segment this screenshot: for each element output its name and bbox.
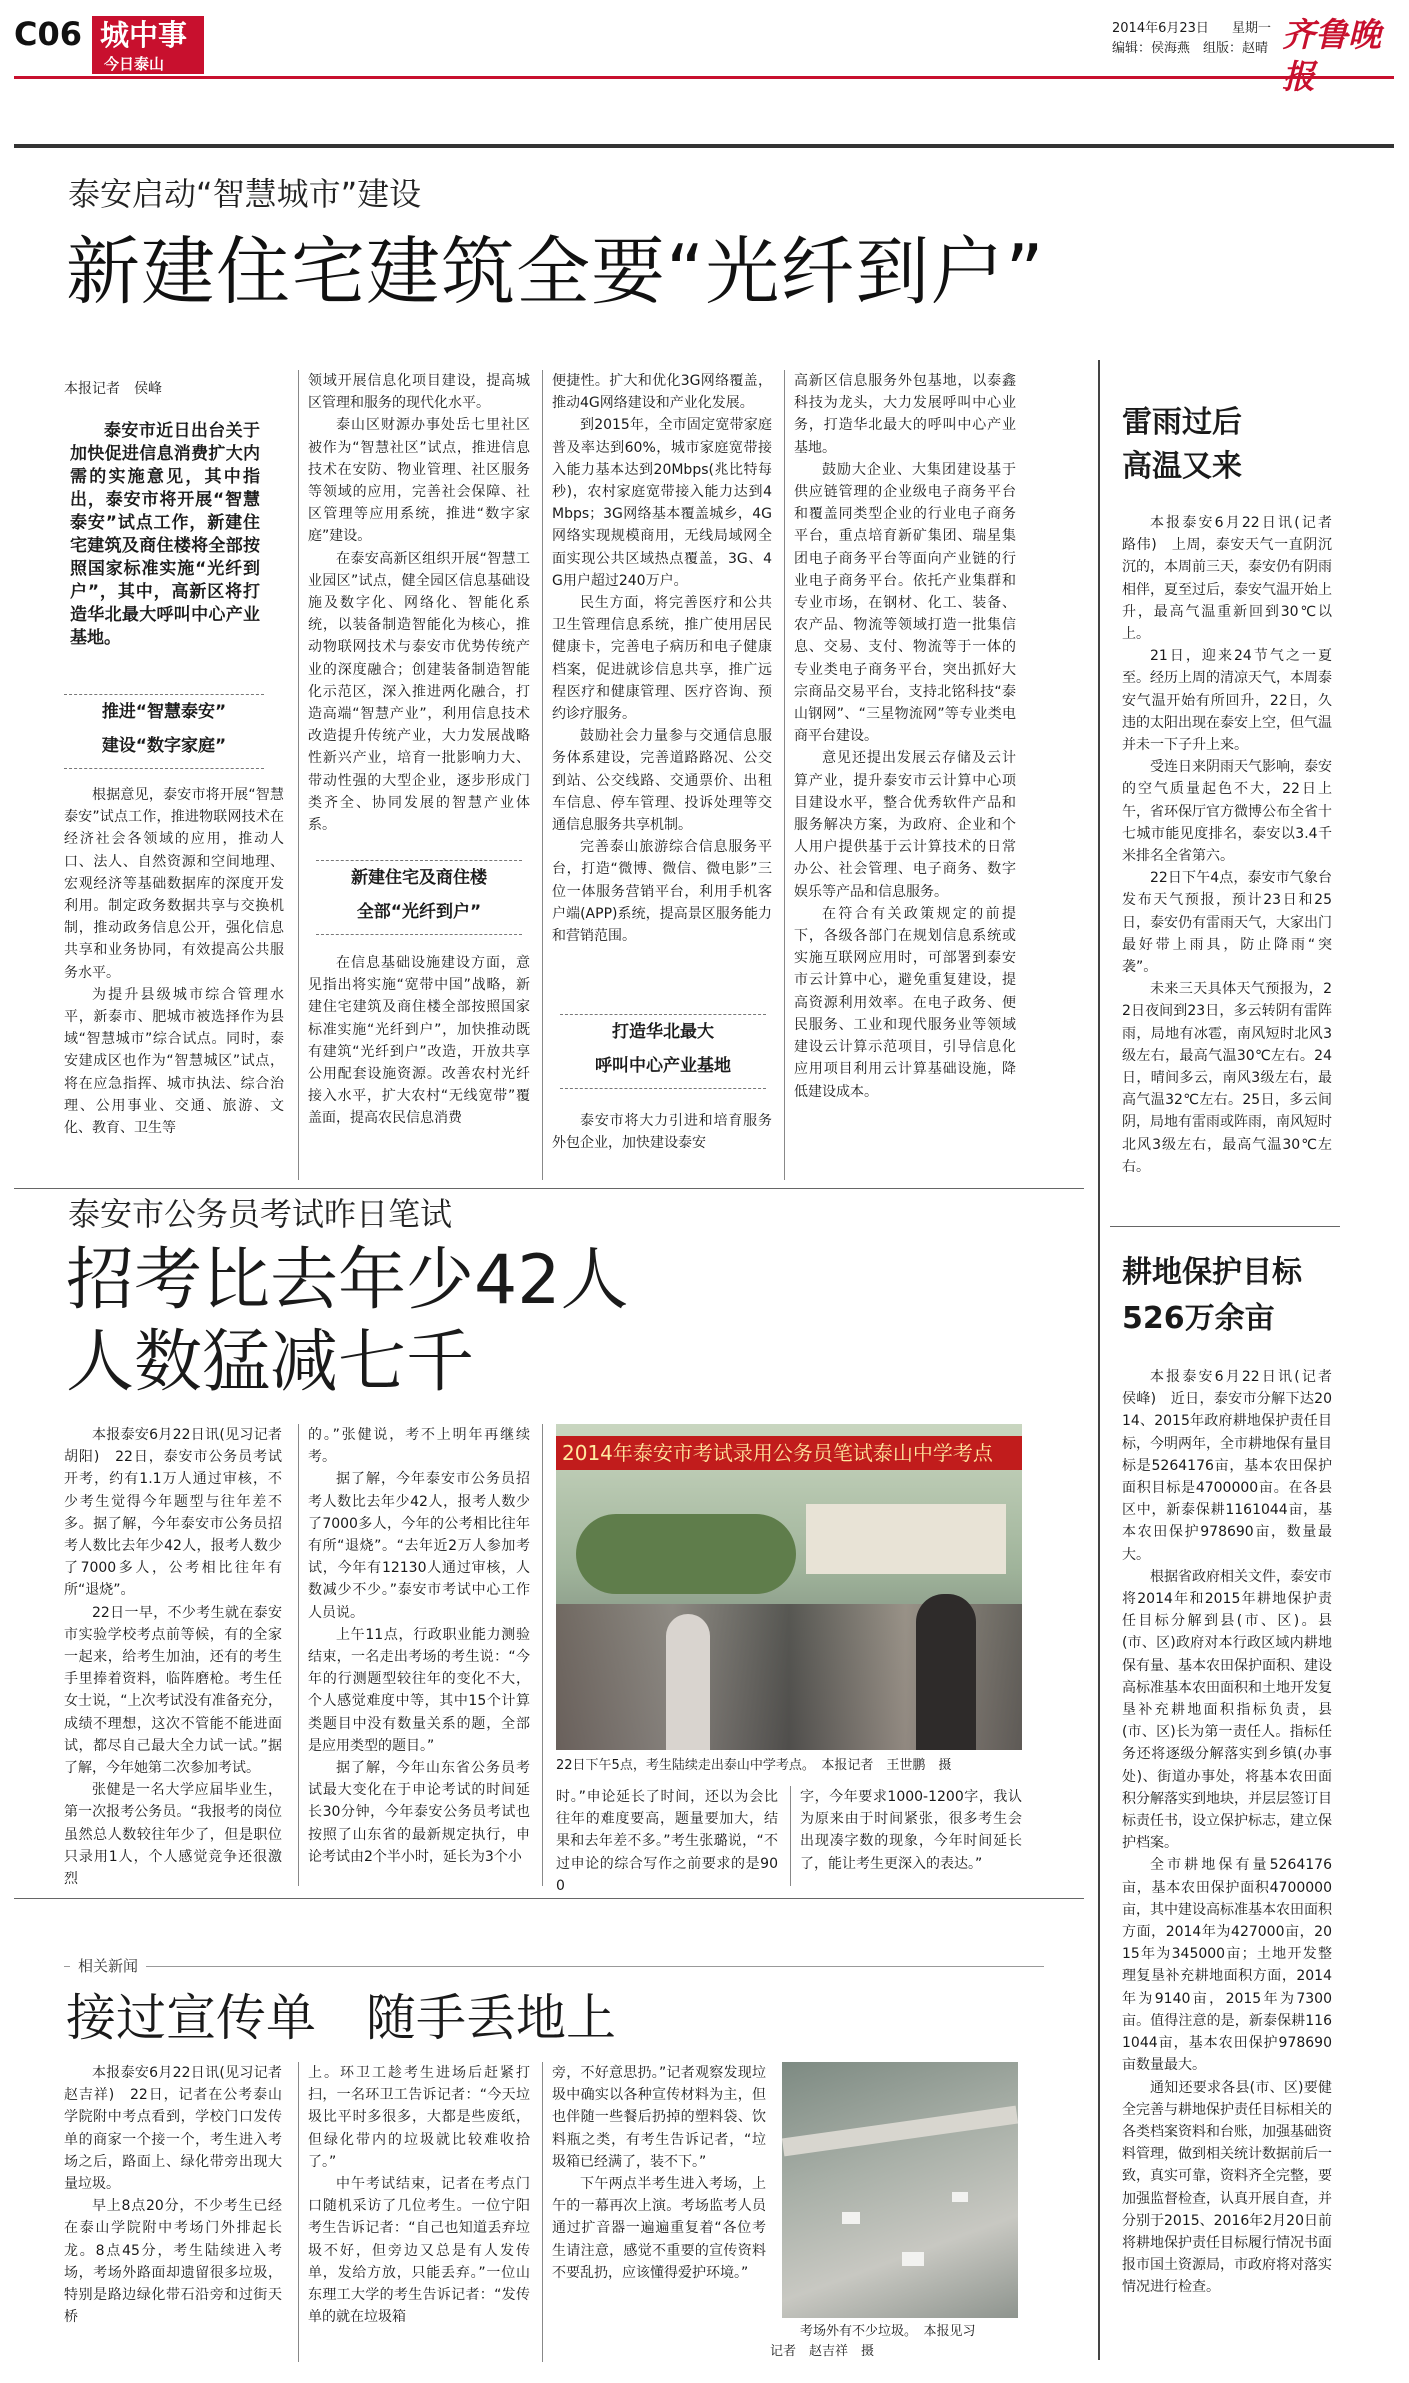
farmland-para: 本报泰安6月22日讯(记者 侯峰) 近日，泰安市分解下达2014、2015年政府耕地保护责任目标，今明两年，全市耕地保有量目标是5264176亩，基本农田保护面积目标是4700000亩。在各县区中，新泰保耕1161044亩，基本农田保护978690亩，数量最大。 (1122, 1369, 1346, 1563)
lead-col2-para: 领域开展信息化项目建设，提高城区管理和服务的现代化水平。 (308, 373, 530, 412)
flyer-col3-para: 下午两点半考生进入考场，上午的一幕再次上演。考场监考人员通过扩音器一遍遍重复着“各位考生请注意，感觉不重要的宣传资料不要乱扔，应该懂得爱护环境。” (552, 2176, 766, 2281)
weather-para: 21日，迎来24节气之一夏至。经历上周的清凉天气，本周泰安气温开始有所回升，22日，久违的太阳出现在泰安上空，但气温并未一下子升上来。 (1122, 648, 1332, 754)
farmland-para: 根据省政府相关文件，泰安市将2014年和2015年耕地保护责任目标分解到县(市、区)。县(市、区)政府对本行政区域内耕地保有量、基本农田保护面积、建设高标准基本农田面积和土地开发复垦补充耕地面积指标负责，县(市、区)长为第一责任人。指标任务还将逐级分解落实到乡镇(办事处)、街道办事处，将基本农田面积分解落实到地块，并层层签订目标责任书，设立保护标志，建立保护档案。 (1122, 1568, 1332, 1852)
lead-kicker: 泰安启动“智慧城市”建设 (68, 175, 422, 213)
subhead-3-rule-top (560, 1014, 766, 1015)
flyer-photo-caption-2: 记者 赵吉祥 摄 (770, 2344, 875, 2359)
weather-para: 本报泰安6月22日讯(记者 路伟) 上周，泰安天气一直阴沉沉的，本周前三天，泰安仍有阴雨相伴，夏至过后，泰安气温开始上升，最高气温重新回到30℃以上。 (1122, 515, 1346, 643)
subhead-3-rule-bottom (560, 1088, 766, 1089)
exam-col1-para: 本报泰安6月22日讯(见习记者 胡阳) 22日，泰安市公务员考试开考，约有1.1万人通过审核，不少考生觉得今年题型与往年差不多。据了解，今年泰安市公务员招考人数比去年少42人，报考人数少了7000多人，公考相比往年有所“退烧”。 (64, 1427, 296, 1599)
lead-col4-para: 高新区信息服务外包基地，以泰鑫科技为龙头，大力发展呼叫中心业务，打造华北最大的呼叫中心产业基地。 (794, 373, 1016, 456)
photo-person (916, 1594, 976, 1750)
exam-col3-para: 时。”申论延长了时间，还以为会比往年的难度要高，题量要加大，结果和去年差不多。”考生张璐说，“不过申论的综合写作之前要求的是900 (556, 1789, 778, 1894)
lead-headline: 新建住宅建筑全要“光纤到户” (66, 229, 1045, 315)
flyer-tag-rule (64, 1966, 1044, 1967)
exam-col1-para: 张健是一名大学应届毕业生，第一次报考公务员。“我报考的岗位虽然总人数较往年少了，但是职位只录用1人，个人感觉竞争还很激烈 (64, 1782, 282, 1888)
subhead-1-rule-top (64, 694, 264, 695)
flyer-column-1 (64, 2062, 296, 2362)
flyer-headline: 接过宣传单 随手丢地上 (66, 1989, 616, 2047)
flyer-col1-para: 早上8点20分，不少考生已经在泰山学院附中考场门外排起长龙。8点45分，考生陆续进入考场，考场外路面却遗留很多垃圾，特别是路边绿化带石沿旁和过街天桥 (64, 2198, 282, 2326)
issue-date: 2014年6月23日 (1112, 21, 1209, 36)
subhead-1-line-1: 推进“智慧泰安” (101, 702, 227, 722)
lead-col3-para: 便捷性。扩大和优化3G网络覆盖，推动4G网络建设和产业化发展。 (552, 373, 772, 412)
exam-col2-para: 据了解，今年泰安市公务员招考人数比去年少42人，报考人数少了7000多人，今年的公考相比往年有所“退烧”。“去年近2万人参加考试，今年有12130人通过审核，人数减少不少。”泰安市考试中心工作人员说。 (308, 1471, 530, 1621)
paper-logo: 齐鲁晚报 (1282, 15, 1381, 96)
lead-col3-para: 到2015年，全市固定宽带家庭普及率达到60%，城市家庭宽带接入能力基本达到20Mbps(兆比特每秒)，农村家庭宽带接入能力达到4Mbps；3G网络基本覆盖城乡，4G网络实现规模商用，无线局域网全面实现公共区域热点覆盖，3G、4G用户超过240万户。 (552, 417, 772, 589)
flyer-column-3 (552, 2062, 766, 2362)
subhead-2-line-2: 全部“光纤到户” (356, 902, 482, 922)
lead-col2b-para: 在信息基础设施建设方面，意见指出将实施“宽带中国”战略，新建住宅建筑及商住楼全部按照国家标准实施“光纤到户”，加快推动既有建筑“光纤到户”改造，开放共享公用配套设施资源。改善农村光纤接入水平，扩大农村“无线宽带”覆盖面，提高农民信息消费 (308, 955, 530, 1127)
lead-col3-para: 民生方面，将完善医疗和公共卫生管理信息系统，推广使用居民健康卡，完善电子病历和电子健康档案，促进就诊信息共享，推广远程医疗和健康管理、医疗咨询、预约诊疗服务。 (552, 595, 772, 723)
lead-subhead-1 (64, 690, 264, 774)
photo-tree (576, 1514, 796, 1594)
lead-column-1 (64, 784, 284, 1178)
photo-litter (842, 2212, 860, 2224)
weather-para: 受连日来阴雨天气影响，泰安的空气质量起色不大，22日上午，省环保厅官方微博公布全省十七城市能见度排名，泰安以3.4千米排名全省第六。 (1122, 759, 1332, 865)
subhead-3-line-1: 打造华北最大 (612, 1022, 714, 1042)
photo-curb (782, 2106, 1018, 2157)
right-rail-divider (1098, 360, 1100, 2360)
lead-intro-text: 泰安市近日出台关于加快促进信息消费扩大内需的实施意见，其中指出，泰安市将开展“智慧泰安”试点工作，新建住宅建筑及商住楼将全部按照国家标准实施“光纤到户”，其中，高新区将打造华北最大呼叫中心产业基地。 (70, 421, 260, 648)
farmland-headline-1: 耕地保护目标 (1122, 1255, 1302, 1290)
lead-col2-para: 泰山区财源办事处岳七里社区被作为“智慧社区”试点，推进信息技术在安防、物业管理、社区服务等领域的应用，完善社会保障、社区管理等应用系统，推进“数字家庭”建设。 (308, 417, 530, 545)
flyer-col2-para: 中午考试结束，记者在考点门口随机采访了几位考生。一位宁阳考生告诉记者：“自己也知道丢弃垃圾不好，但旁边又总是有人发传单，发给方放，只能丢弃。”一位山东理工大学的考生告诉记者：“发传单的就在垃圾箱 (308, 2176, 530, 2326)
lead-subhead-2 (316, 856, 522, 940)
weather-body (1122, 512, 1346, 1202)
flyer-photo-caption-1: 考场外有不少垃圾。 本报见习 (800, 2324, 976, 2339)
flyer-col2-para: 上。环卫工趁考生进场后赶紧打扫，一名环卫工告诉记者：“今天垃圾比平时多很多，大都是些废纸，但绿化带内的垃圾就比较难收拾了。” (308, 2065, 530, 2170)
lead-col3b-para: 泰安市将大力引进和培育服务外包企业，加快建设泰安 (552, 1113, 772, 1152)
lead-column-2b (308, 952, 530, 1176)
lead-byline: 本报记者 侯峰 (64, 381, 162, 397)
exam-column-2 (308, 1424, 530, 1886)
flyer-col3-para: 旁，不好意思扔。”记者观察发现垃圾中确实以各种宣传材料为主，但也伴随一些餐后扔掉的塑料袋、饮料瓶之类，有考生告诉记者，“垃圾箱已经满了，装不下。” (552, 2065, 766, 2170)
weather-headline-1: 雷雨过后 (1122, 405, 1242, 440)
lead-col4-para: 鼓励大企业、大集团建设基于供应链管理的企业级电子商务平台和覆盖同类型企业的行业电子商务平台，重点培育新矿集团、瑞星集团电子商务平台等面向产业链的行业电子商务平台。依托产业集群和专业市场，在钢材、化工、装备、农产品、物流等领域打造一批集信息、交易、支付、物流等于一体的专业类电子商务平台，突出抓好大宗商品交易平台，支持北铭科技“泰山钢网”、“三星物流网”等专业类电商平台建设。 (794, 461, 1016, 745)
lead-col-divider (784, 370, 785, 1180)
exam-photo (556, 1424, 1022, 1750)
exam-col4-para: 字，今年要求1000-1200字，我认为原来由于时间紧张，很多考生会出现凑字数的现象，今年时间延长了，能让考生更深入的表达。” (800, 1789, 1022, 1872)
exam-col1-para: 22日一早，不少考生就在泰安市实验学校考点前等候，有的全家一起来，给考生加油，还有的考生手里捧着资料，临阵磨枪。考生任女士说，“上次考试没有准备充分，成绩不理想，这次不管能不能进面试，都尽自己最大全力试一试。”据了解，今年她第二次参加考试。 (64, 1604, 282, 1777)
exam-headline-2: 人数猛减七千 (66, 1323, 475, 1402)
lead-col-divider (298, 370, 299, 1180)
lead-col3-para: 鼓励社会力量参与交通信息服务体系建设，完善道路路况、公交到站、公交线路、交通票价、出租车信息、停车管理、投诉处理等交通信息服务共享机制。 (552, 728, 772, 834)
exam-separator (14, 1188, 1084, 1189)
farmland-para: 全市耕地保有量5264176亩，基本农田保护面积4700000亩，其中建设高标准基本农田面积方面，2014年为427000亩，2015年为345000亩；土地开发整理复垦补充耕地面积方面，2014年为9140亩，2015年为7300亩。值得注意的是，新泰保耕1161044亩，基本农田保护978690亩数量最大。 (1122, 1857, 1332, 2074)
subsection-label: 今日泰山 (104, 55, 165, 73)
photo-litter (952, 2192, 968, 2202)
exam-col-divider (790, 1786, 791, 1886)
exam-col2-para: 据了解，今年山东省公务员考试最大变化在于申论考试的时间延长30分钟，今年泰安公务员考试也按照了山东省的最新规定执行，申论考试由2个半小时，延长为3个小 (308, 1760, 530, 1865)
exam-photo-caption: 22日下午5点，考生陆续走出泰山中学考点。 本报记者 王世鹏 摄 (556, 1758, 952, 1773)
flyer-col-divider (542, 2062, 543, 2362)
right-rail-separator (1110, 1226, 1340, 1227)
exam-col-divider (542, 1424, 543, 1886)
exam-headline-1: 招考比去年少42人 (66, 1241, 629, 1320)
exam-column-4 (800, 1786, 1022, 1886)
masthead-rule (14, 76, 1394, 79)
subhead-1-rule-bottom (64, 768, 264, 769)
subhead-1-line-2: 建设“数字家庭” (101, 736, 227, 756)
lead-column-4 (794, 370, 1016, 1178)
issue-weekday: 星期一 (1232, 21, 1272, 36)
farmland-para: 通知还要求各县(市、区)要健全完善与耕地保护责任目标相关的各类档案资料和台账，加强基础资料管理，做到相关统计数据前后一致，真实可靠，资料齐全完整，要加强监督检查，认真开展自查，并分别于2015、2016年2月20日前将耕地保护责任目标履行情况书面报市国土资源局，市政府将对落实情况进行检查。 (1122, 2079, 1332, 2296)
subhead-2-rule-top (316, 860, 522, 861)
subhead-2-rule-bottom (316, 934, 522, 935)
lead-col4-para: 意见还提出发展云存储及云计算产业，提升泰安市云计算中心项目建设水平，整合优秀软件产品和服务解决方案，为政府、企业和个人用户提供基于云计算技术的日常办公、社会管理、电子商务、数字娱乐等产品和信息服务。 (794, 750, 1016, 900)
exam-photo-banner-text: 2014年泰安市考试录用公务员笔试泰山中学考点 (562, 1441, 993, 1465)
flyer-col1-para: 本报泰安6月22日讯(见习记者 赵吉祥) 22日，记者在公考泰山学院附中考点看到，学校门口发传单的商家一个接一个，考生进入考场之后，路面上、绿化带旁出现大量垃圾。 (64, 2065, 296, 2193)
issue-editors: 编辑：侯海燕 组版：赵晴 (1112, 41, 1269, 56)
exam-kicker: 泰安市公务员考试昨日笔试 (68, 1195, 453, 1233)
flyer-tag: 相关新闻 (70, 1956, 146, 1976)
lead-column-3 (552, 370, 772, 1002)
exam-col2-para: 的。”张健说，考不上明年再继续考。 (308, 1427, 530, 1466)
photo-person (666, 1614, 710, 1750)
lead-column-3b (552, 1110, 772, 1178)
section-title: 城中事 (100, 18, 188, 52)
weather-headline-2: 高温又来 (1122, 449, 1242, 484)
farmland-body (1122, 1366, 1346, 2366)
weather-para: 22日下午4点，泰安市气象台发布天气预报，预计23日和25日，泰安仍有雷雨天气，大家出门最好带上雨具，防止降雨“突袭”。 (1122, 870, 1332, 976)
page-code: C06 (14, 15, 83, 53)
farmland-headline-2: 526万余亩 (1122, 1301, 1275, 1336)
lead-col4-para: 在符合有关政策规定的前提下，各级各部门在规划信息系统或实施互联网应用时，可部署到泰安市云计算中心，避免重复建设，提高资源利用效率。在电子政务、便民服务、工业和现代服务业等领域建设云计算示范项目，引导信息化应用项目利用云计算基础设施，降低建设成本。 (794, 905, 1016, 1100)
exam-col2-para: 上午11点，行政职业能力测验结束，一名走出考场的考生说：“今年的行测题型较往年的变化不大，个人感觉难度中等，其中15个计算类题目中没有数量关系的题，全部是应用类型的题目。” (308, 1626, 530, 1754)
lead-intro (70, 420, 260, 660)
flyer-col-divider (298, 2062, 299, 2362)
lead-col-divider (542, 370, 543, 1180)
lead-col1-para: 为提升县级城市综合管理水平，新泰市、肥城市被选择作为县域“智慧城市”综合试点。同时，泰安建成区也作为“智慧城区”试点，将在应急指挥、城市执法、综合治理、公用事业、交通、旅游、文化、教育、卫生等 (64, 986, 284, 1137)
flyer-column-2 (308, 2062, 530, 2362)
masthead-underline (14, 144, 1394, 148)
photo-litter (902, 2252, 924, 2266)
lead-column-2 (308, 370, 530, 844)
flyer-separator (14, 1898, 1084, 1899)
photo-building (806, 1504, 1006, 1574)
exam-column-1 (64, 1424, 296, 1888)
lead-col3-para: 完善泰山旅游综合信息服务平台，打造“微博、微信、微电影”三位一体服务营销平台，利用手机客户端(APP)系统，提高景区服务能力和营销范围。 (552, 839, 772, 945)
subhead-2-line-1: 新建住宅及商住楼 (351, 868, 487, 888)
subhead-3-line-2: 呼叫中心产业基地 (595, 1056, 731, 1076)
lead-subhead-3 (560, 1010, 766, 1094)
flyer-photo (782, 2062, 1018, 2318)
exam-col-divider (298, 1424, 299, 1886)
lead-col1-para: 根据意见，泰安市将开展“智慧泰安”试点工作，推进物联网技术在经济社会各领域的应用，推动人口、法人、自然资源和空间地理、宏观经济等基础数据库的深度开发利用。制定政务数据共享与交换机制，推动政务信息公开，强化信息共享和业务协同，有效提高公共服务水平。 (64, 787, 284, 981)
lead-col2-para: 在泰安高新区组织开展“智慧工业园区”试点，健全园区信息基础设施及数字化、网络化、智能化系统，以装备制造智能化为核心，推动物联网技术与泰安市优势传统产业的深度融合；创建装备制造智能化示范区，深入推进两化融合，打造高端“智慧产业”，利用信息技术改造提升传统产业，大力发展战略性新兴产业，培育一批影响力大、带动性强的大型企业，逐步形成门类齐全、协同发展的智慧产业体系。 (308, 550, 530, 834)
exam-column-3 (556, 1786, 778, 1894)
weather-para: 未来三天具体天气预报为，22日夜间到23日，多云转阴有雷阵雨，局地有冰雹，南风短时北风3级左右，最高气温30℃左右。24日，晴间多云，南风3级左右，最高气温32℃左右。25日，多云间阴，局地有雷雨或阵雨，南风短时北风3级左右，最高气温30℃左右。 (1122, 981, 1332, 1175)
